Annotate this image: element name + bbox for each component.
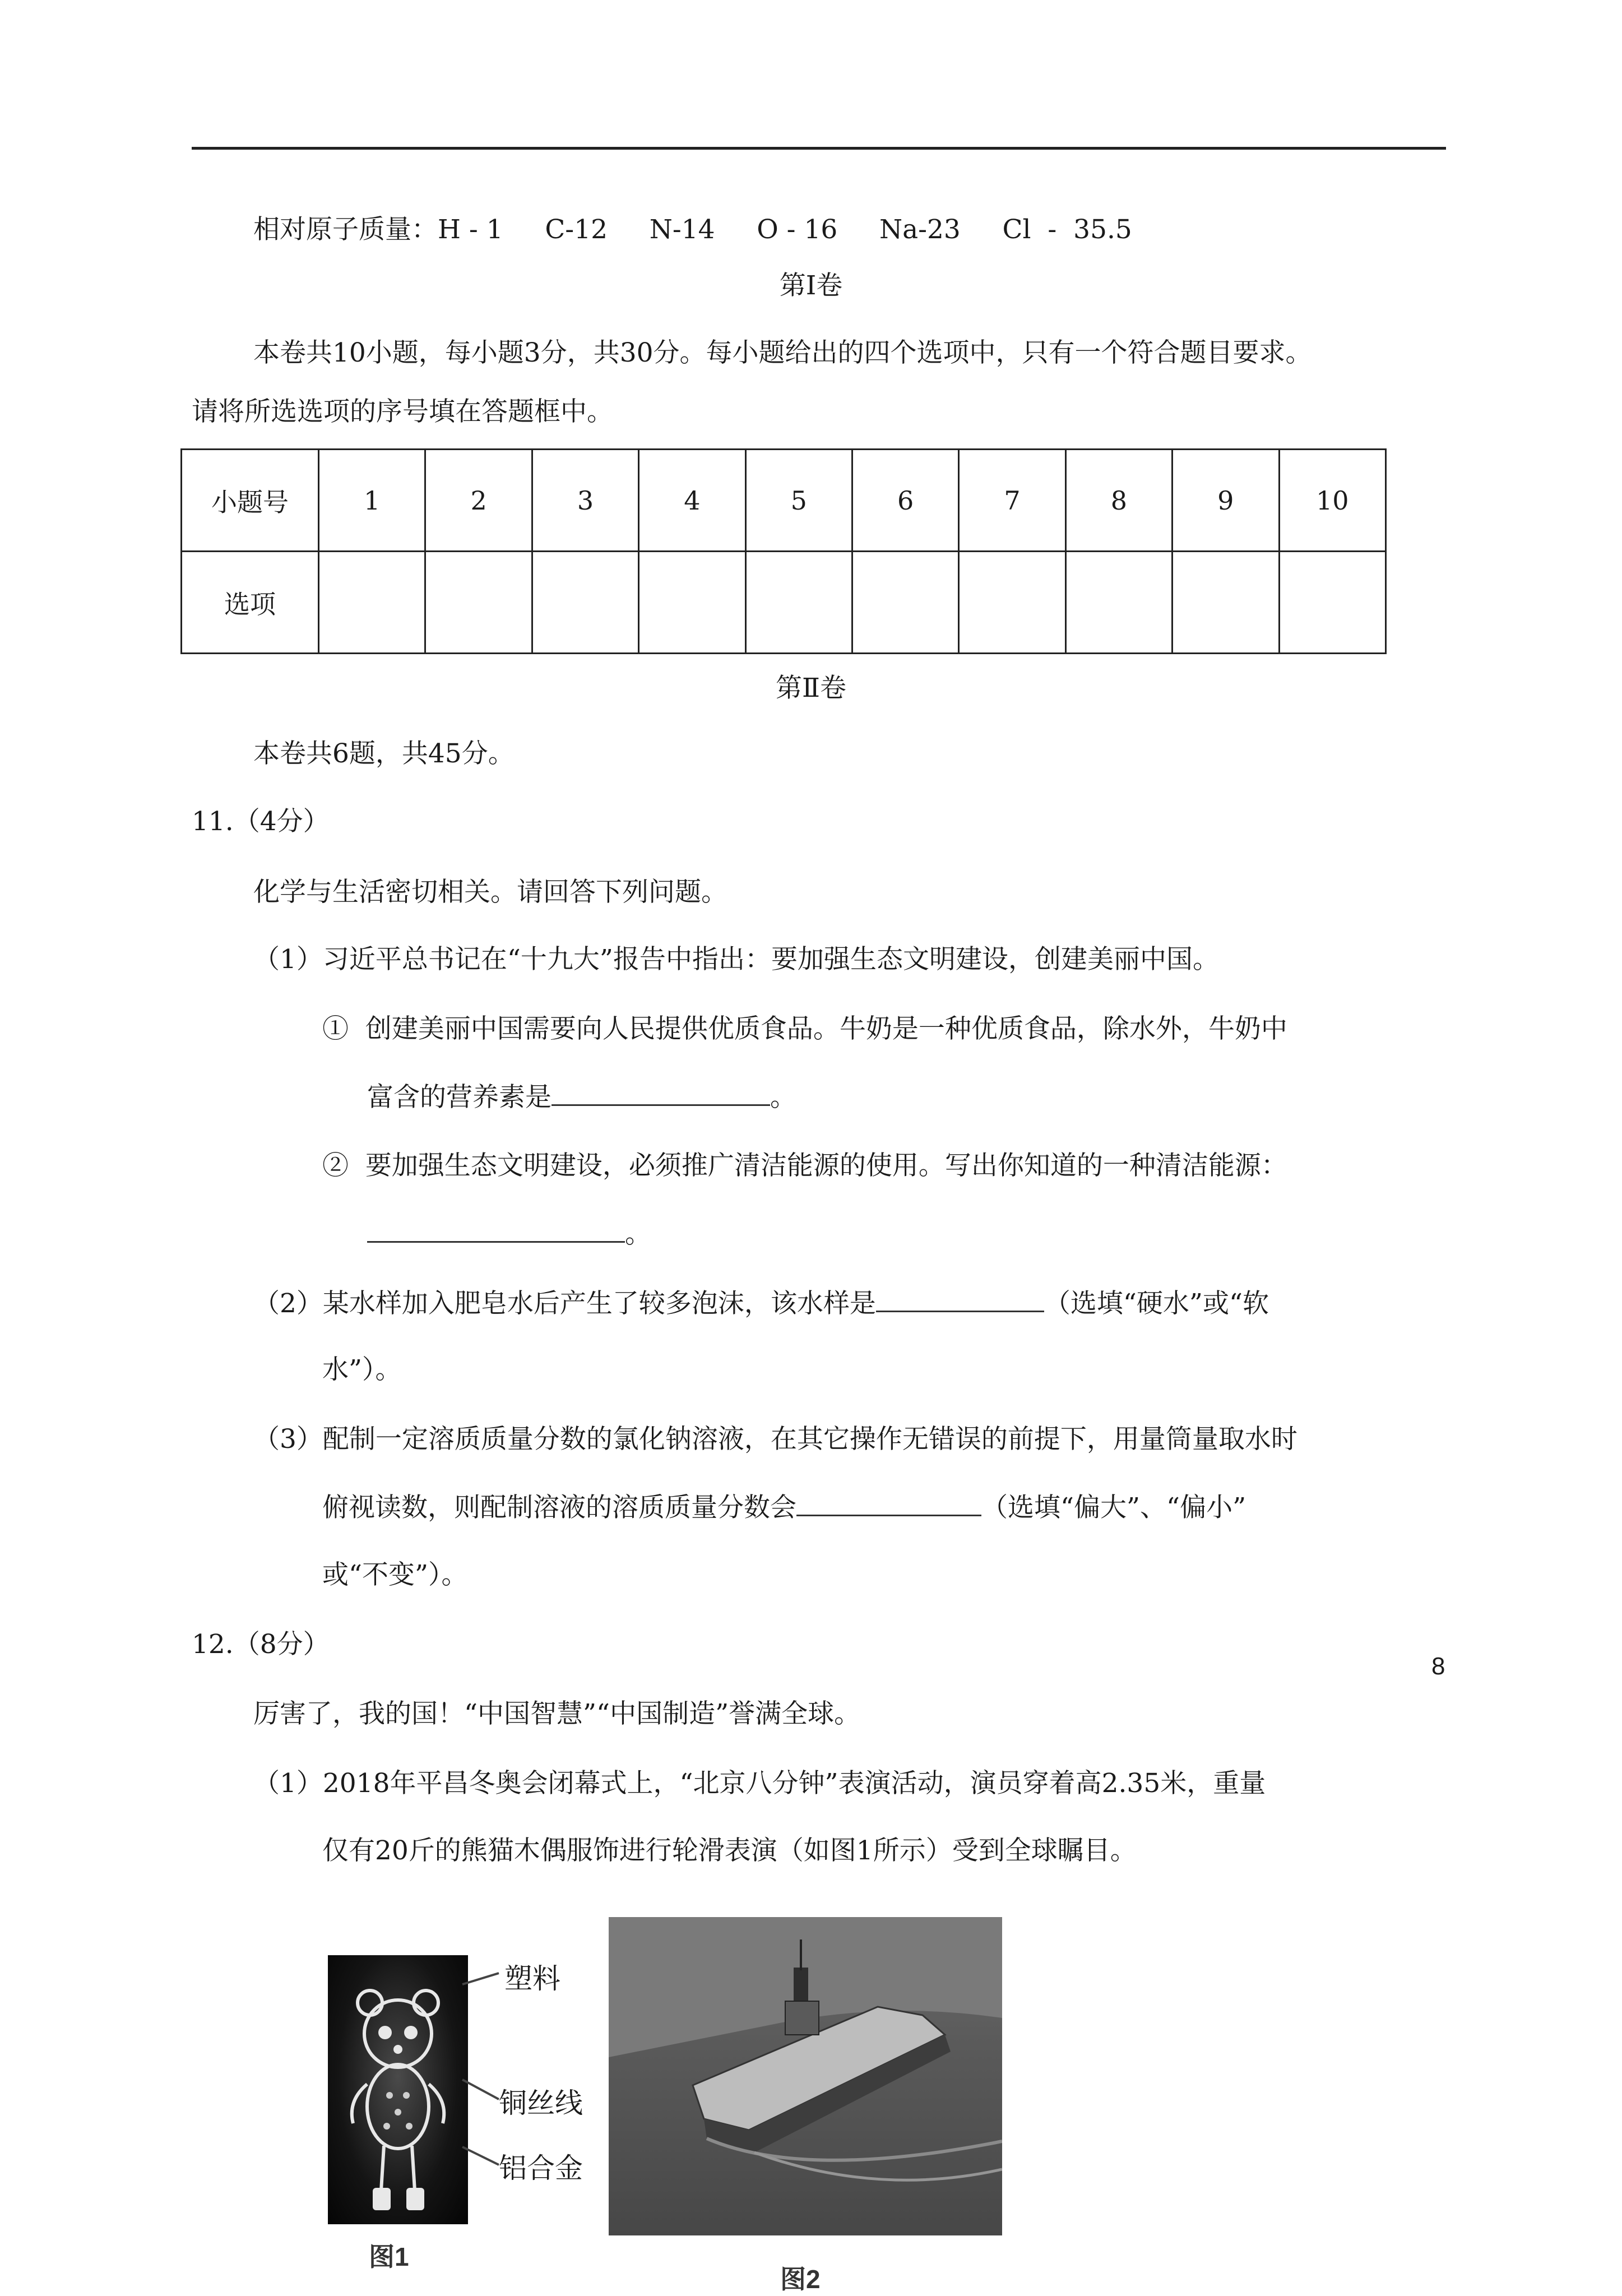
answer-cell[interactable] (852, 552, 958, 654)
figure-2-aircraft-carrier (609, 1917, 1002, 2235)
answer-table-choice-row (182, 552, 1386, 654)
q11-part1-item1-end: 。 (770, 1082, 796, 1113)
q11-part2-line2: 水”）。 (322, 1354, 402, 1385)
question-number-cell: 6 (852, 450, 958, 552)
q11-part1-item2-line1: ② 要加强生态文明建设，必须推广清洁能源的使用。写出你知道的一种清洁能源： (322, 1150, 1287, 1181)
answer-blank-concentration[interactable] (796, 1490, 981, 1516)
question-number-cell: 4 (639, 450, 745, 552)
question-number-cell: 5 (745, 450, 852, 552)
figure-1-caption: 图1 (369, 2242, 409, 2271)
q11-part1-item1-line1: ① 创建美丽中国需要向人民提供优质食品。牛奶是一种优质食品，除水外，牛奶中 (322, 1013, 1287, 1044)
q12-part1-line2: 仅有20斤的熊猫木偶服饰进行轮滑表演（如图1所示）受到全球瞩目。 (322, 1835, 1137, 1866)
q11-part1-item1-text: 富含的营养素是 (367, 1082, 552, 1113)
answer-cell[interactable] (745, 552, 852, 654)
answer-cell[interactable] (425, 552, 532, 654)
q11-part1-item2-end: 。 (625, 1219, 651, 1249)
question-number-cell: 10 (1279, 450, 1385, 552)
panda-puppet-drawing (328, 1955, 468, 2224)
figure-1-leader-lines (460, 1951, 504, 2186)
answer-blank-water-type[interactable] (876, 1286, 1044, 1312)
part1-title: 第Ⅰ卷 (779, 270, 843, 301)
part2-intro: 本卷共6题，共45分。 (253, 738, 515, 769)
answer-cell[interactable] (1173, 552, 1279, 654)
question-number-cell: 3 (532, 450, 638, 552)
answer-cell[interactable] (532, 552, 638, 654)
header-rule (192, 147, 1446, 150)
q11-part3-text: 俯视读数，则配制溶液的溶质质量分数会 (322, 1492, 796, 1523)
q12-number: 12.（8分） (192, 1629, 330, 1660)
part1-intro-line1: 本卷共10小题，每小题3分，共30分。每小题给出的四个选项中，只有一个符合题目要求。 (253, 337, 1312, 368)
q11-part2-options: （选填“硬水”或“软 (1044, 1288, 1269, 1319)
figure-2-caption: 图2 (780, 2265, 821, 2294)
q11-part1: （1）习近平总书记在“十九大”报告中指出：要加强生态文明建设，创建美丽中国。 (253, 944, 1219, 975)
question-number-cell: 7 (959, 450, 1065, 552)
aircraft-carrier-drawing (609, 1917, 1002, 2235)
answer-cell[interactable] (319, 552, 425, 654)
q11-stem: 化学与生活密切相关。请回答下列问题。 (253, 877, 727, 908)
q11-part3-line2 (322, 1490, 1246, 1525)
q11-part2-text: （2）某水样加入肥皂水后产生了较多泡沫，该水样是 (253, 1288, 876, 1319)
choice-header: 选项 (182, 552, 319, 654)
atomic-mass-line: 相对原子质量：H - 1 C-12 N-14 O - 16 Na-23 Cl - 35.5 (253, 214, 1132, 245)
q11-part1-item1-line2 (367, 1080, 796, 1114)
answer-table-number-row (182, 450, 1386, 552)
answer-cell[interactable] (1065, 552, 1172, 654)
q12-part1-line1: （1）2018年平昌冬奥会闭幕式上，“北京八分钟”表演活动，演员穿着高2.35米，重量 (253, 1768, 1266, 1799)
figure-1-panda-puppet (328, 1955, 468, 2224)
q11-part3-options: （选填“偏大”、“偏小” (981, 1492, 1246, 1523)
question-number-header: 小题号 (182, 450, 319, 552)
q11-part1-item2-line2 (367, 1216, 651, 1251)
part1-intro-line2: 请将所选选项的序号填在答题框中。 (192, 396, 613, 427)
answer-cell[interactable] (639, 552, 745, 654)
question-number-cell: 8 (1065, 450, 1172, 552)
question-number-cell: 1 (319, 450, 425, 552)
q11-part3-line3: 或“不变”）。 (322, 1559, 468, 1590)
answer-blank-nutrient[interactable] (552, 1080, 770, 1106)
page-number: 8 (1431, 1652, 1445, 1680)
label-aluminum-alloy: 铝合金 (499, 2152, 583, 2184)
q11-part2-line1 (253, 1286, 1269, 1321)
answer-blank-clean-energy[interactable] (367, 1216, 625, 1243)
q11-number: 11.（4分） (192, 806, 330, 837)
q12-stem: 厉害了，我的国！“中国智慧”“中国制造”誉满全球。 (253, 1698, 861, 1729)
label-plastic: 塑料 (504, 1962, 560, 1995)
answer-cell[interactable] (1279, 552, 1385, 654)
answer-cell[interactable] (959, 552, 1065, 654)
question-number-cell: 2 (425, 450, 532, 552)
q11-part3-line1: （3）配制一定溶质质量分数的氯化钠溶液，在其它操作无错误的前提下，用量筒量取水时 (253, 1424, 1297, 1455)
part2-title: 第Ⅱ卷 (776, 673, 846, 703)
answer-table (180, 448, 1387, 654)
question-number-cell: 9 (1173, 450, 1279, 552)
label-copper-wire: 铜丝线 (499, 2087, 583, 2119)
